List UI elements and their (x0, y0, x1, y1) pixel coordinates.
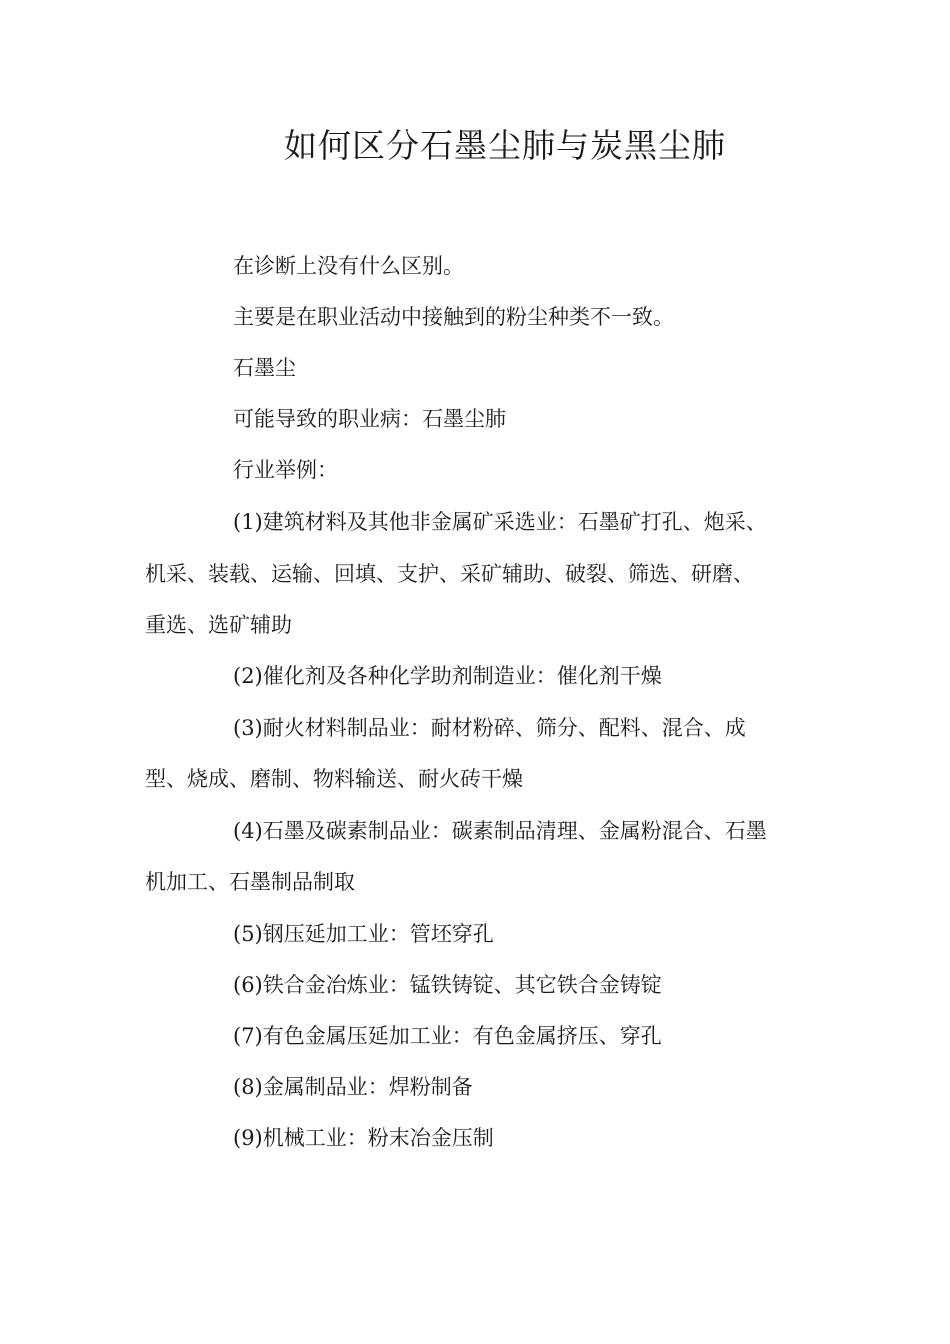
paragraph: (6)铁合金冶炼业：锰铁铸锭、其它铁合金铸锭 (233, 973, 662, 997)
paragraph-continuation: 机加工、石墨制品制取 (145, 870, 355, 894)
paragraph: (7)有色金属压延加工业：有色金属挤压、穿孔 (233, 1024, 662, 1048)
paragraph: (4)石墨及碳素制品业：碳素制品清理、金属粉混合、石墨 (233, 819, 767, 843)
paragraph: (1)建筑材料及其他非金属矿采选业：石墨矿打孔、炮采、 (233, 510, 767, 534)
paragraph: (9)机械工业：粉末冶金压制 (233, 1126, 494, 1150)
paragraph: 行业举例： (233, 458, 338, 482)
paragraph: 在诊断上没有什么区别。 (233, 254, 464, 278)
paragraph-continuation: 机采、装载、运输、回填、支护、采矿辅助、破裂、筛选、研磨、 (145, 562, 754, 586)
paragraph: (3)耐火材料制品业：耐材粉碎、筛分、配料、混合、成 (233, 716, 746, 740)
paragraph: (5)钢压延加工业：管坯穿孔 (233, 922, 494, 946)
paragraph: 石墨尘 (233, 356, 296, 380)
paragraph: (2)催化剂及各种化学助剂制造业：催化剂干燥 (233, 664, 662, 688)
document-title: 如何区分石墨尘肺与炭黑尘肺 (284, 126, 726, 165)
paragraph: (8)金属制品业：焊粉制备 (233, 1075, 473, 1099)
paragraph: 主要是在职业活动中接触到的粉尘种类不一致。 (233, 305, 674, 329)
paragraph: 可能导致的职业病：石墨尘肺 (233, 407, 506, 431)
paragraph-continuation: 重选、选矿辅助 (145, 613, 292, 637)
paragraph-continuation: 型、烧成、磨制、物料输送、耐火砖干燥 (145, 767, 523, 791)
